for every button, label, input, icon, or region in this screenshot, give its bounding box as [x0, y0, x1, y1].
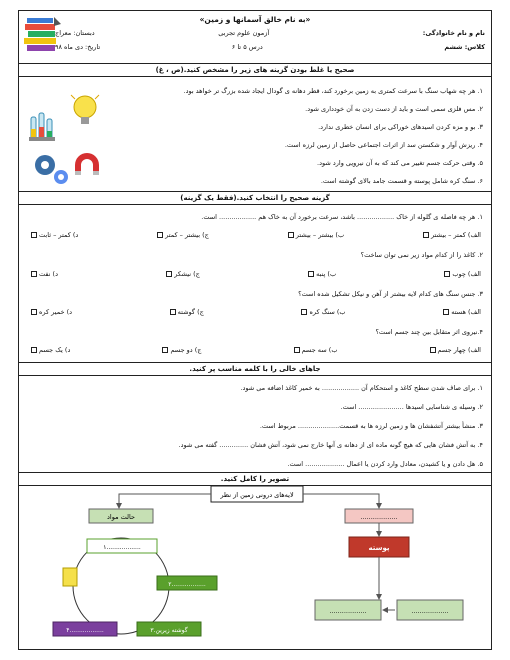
option-label: د) یک جسم — [39, 346, 71, 354]
lightbulb-icon — [71, 95, 99, 124]
option-label: ب) پنبه — [316, 270, 337, 278]
s3-item: ۲. وسیله ی شناسایی اسیدها ...................... است. — [340, 403, 483, 411]
name-label: نام و نام خانوادگی: — [422, 29, 485, 37]
option-checkbox[interactable] — [31, 347, 37, 353]
gears-icon — [35, 155, 68, 184]
option-label: الف) هسته — [451, 308, 481, 316]
s2-question: ۲. کاغذ را از کدام مواد زیر نمی توان ساخت؟ — [360, 251, 483, 259]
worksheet — [18, 10, 492, 650]
cycle-node-left — [63, 568, 77, 586]
date-label: تاریخ: دی ماه ۹۸ — [55, 43, 101, 51]
option-label: الف) کمتر – بیشتر — [430, 231, 481, 239]
option — [286, 231, 344, 239]
option — [160, 346, 201, 354]
option-checkbox[interactable] — [31, 232, 37, 238]
s3-item: ۳. منشأ بیشتر آتشفشان ها و زمین لرزه ها به قسمت.................... مربوط است. — [259, 422, 483, 430]
option-label: د) خمیر کره — [39, 308, 73, 316]
s3-item: ۱. برای صاف شدن سطح کاغذ و استحکام آن .................. به خمیر کاغذ اضافه می شود. — [240, 384, 483, 392]
cycle-label-4: ۴.................. — [66, 627, 104, 634]
option-checkbox[interactable] — [444, 271, 450, 277]
science-clipart — [27, 87, 107, 187]
option-label: ج) نیشکر — [174, 270, 200, 278]
crust-label: پوسته — [368, 544, 390, 552]
earth-layers-diagram — [19, 484, 493, 651]
section3-title: جاهای خالی را با کلمه مناسب پر کنید. — [19, 362, 491, 376]
s1-item: ۶. سنگ کره شامل پوسته و قسمت جامد بالای گوشته است. — [320, 177, 483, 185]
option-label: الف) چهار جسم — [437, 346, 481, 354]
cycle-label-3: ۳.گوشته زیرین — [150, 627, 188, 634]
s2-question: ۳. جنس سنگ های کدام لایه بیشتر از آهن و نیکل تشکیل شده است؟ — [298, 290, 483, 298]
option — [164, 270, 200, 278]
right-top-blank: .................. — [360, 513, 398, 521]
option-checkbox[interactable] — [31, 309, 37, 315]
option-label: ب) سنگ کره — [309, 308, 346, 316]
s1-item: ۵. وقتی حرکت جسم تغییر می کند که به آن نیرویی وارد شود. — [317, 159, 483, 167]
left-label: حالت مواد — [107, 513, 135, 521]
s2-options — [29, 270, 481, 278]
s2-question: ۱. هر چه فاصله ی گلوله از خاک .................. باشد، سرعت برخورد آن به خاک هم .................. است. — [201, 213, 483, 221]
option — [442, 270, 481, 278]
option-checkbox[interactable] — [443, 309, 449, 315]
option — [441, 308, 481, 316]
cycle-label-2: ۲.................. — [168, 581, 206, 588]
bottom-left-blank: .................. — [329, 607, 367, 615]
grade-label: کلاس: ششم — [444, 43, 485, 51]
option-checkbox[interactable] — [308, 271, 314, 277]
option — [29, 346, 70, 354]
option — [292, 346, 338, 354]
s1-item: ۲. مس فلزی سمی است و باید از دست زدن به آن خودداری شود. — [305, 105, 483, 113]
option-checkbox[interactable] — [423, 232, 429, 238]
section2-title: گزینه صحیح را انتخاب کنید.(فقط یک گزینه) — [19, 191, 491, 205]
option-checkbox[interactable] — [31, 271, 37, 277]
s2-options — [29, 231, 481, 239]
header-title: «به نام خالق آسمانها و زمین» — [199, 15, 311, 24]
option — [29, 308, 72, 316]
option-label: ج) گوشته — [177, 308, 204, 316]
section4-title: تصویر را کامل کنید. — [19, 472, 491, 486]
s1-item: ۱. هر چه شهاب سنگ با سرعت کمتری به زمین برخورد کند، قطر دهانه ی گودال ایجاد شده بزرگ تر خواهد بود. — [183, 87, 483, 95]
option — [29, 270, 58, 278]
option-label: الف) چوب — [452, 270, 481, 278]
s2-question: ۴.نیروی اثر متقابل بین چند جسم است؟ — [375, 328, 483, 336]
option — [155, 231, 209, 239]
option-checkbox[interactable] — [157, 232, 163, 238]
exam-label: آزمون علوم تجربی — [218, 29, 270, 37]
option-label: ب) سه جسم — [301, 346, 338, 354]
center-label: لایه‌های درونی زمین از نظر — [220, 491, 294, 499]
option-label: ج) دو جسم — [170, 346, 202, 354]
option — [29, 231, 78, 239]
test-tubes-icon — [29, 113, 55, 141]
option-checkbox[interactable] — [170, 309, 176, 315]
option-label: د) کمتر – ثابت — [39, 231, 79, 239]
option-label: ج) بیشتر – کمتر — [165, 231, 209, 239]
option — [306, 270, 336, 278]
cycle-label-1: ۱.................. — [103, 544, 141, 551]
option-checkbox[interactable] — [430, 347, 436, 353]
option-label: ب) بیشتر – بیشتر — [295, 231, 345, 239]
magnet-icon — [75, 153, 99, 175]
option-checkbox[interactable] — [162, 347, 168, 353]
s1-item: ۴. ریزش آوار و شکستن سد از اثرات اجتماعی حاصل از زمین لرزه است. — [284, 141, 483, 149]
s2-options — [29, 346, 481, 354]
s2-options — [29, 308, 481, 316]
option — [299, 308, 345, 316]
header-row-2 — [25, 43, 485, 51]
s3-item: ۴. به آتش فشان هایی که هیچ گونه ماده ای از دهانه ی آنها خارج نمی شود، آتش فشان .............. گفته می شود. — [178, 441, 483, 449]
option-checkbox[interactable] — [288, 232, 294, 238]
option-checkbox[interactable] — [301, 309, 307, 315]
option — [421, 231, 481, 239]
lesson-label: درس ۵ تا ۶ — [231, 43, 263, 51]
option-checkbox[interactable] — [166, 271, 172, 277]
section1-title: صحیح یا غلط بودن گزینه های زیر را مشخص کنید.(ص ، غ) — [19, 63, 491, 77]
option — [168, 308, 204, 316]
option — [428, 346, 481, 354]
school-label: دبستان: معراج — [55, 29, 95, 37]
header-row-1 — [25, 29, 485, 37]
option-label: د) نفت — [39, 270, 58, 278]
s3-item: ۵. هل دادن و یا کشیدن، معادل وارد کردن یا اعمال ................... است. — [287, 460, 483, 468]
s1-item: ۳. بو و مزه کردن اسیدهای خوراکی برای انسان خطری ندارد. — [318, 123, 483, 131]
option-checkbox[interactable] — [294, 347, 300, 353]
bottom-right-blank: .................. — [411, 607, 449, 615]
